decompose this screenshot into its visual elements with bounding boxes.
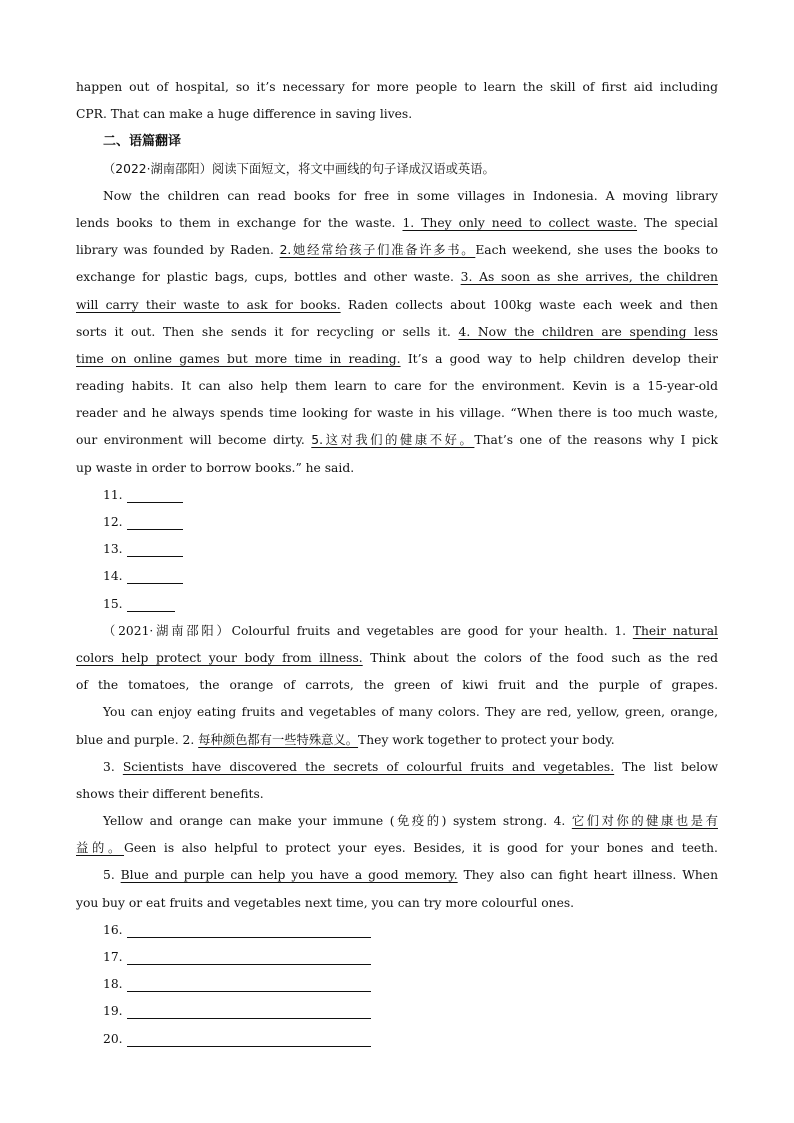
passage2-line-1 bbox=[76, 618, 718, 645]
answer-number: 18. bbox=[103, 977, 123, 992]
answer-row-16 bbox=[76, 917, 718, 944]
underlined-sentence-5: 5.这对我们的健康不好。 bbox=[311, 433, 475, 448]
underlined-sentence-2: 每种颜色都有一些特殊意义。 bbox=[198, 732, 359, 747]
passage2-line-10 bbox=[76, 862, 718, 889]
answer-row-14 bbox=[76, 563, 718, 590]
passage1-line-7 bbox=[76, 346, 718, 373]
passage1-line-8: reading habits. It can also help them learn to care for the environment. Kevin is a 15-year-old bbox=[76, 379, 718, 394]
passage1-line-10 bbox=[76, 427, 718, 454]
passage1-line-11: up waste in order to borrow books.” he said. bbox=[76, 460, 355, 475]
answer-number: 20. bbox=[103, 1031, 123, 1046]
underlined-sentence-3a: 3. As soon as she arrives, the children bbox=[460, 270, 718, 285]
text: Raden collects about 100kg waste each week and then bbox=[347, 297, 718, 312]
text: library was founded by Raden. bbox=[76, 243, 274, 258]
answer-number: 13. bbox=[103, 542, 123, 557]
answer-blank[interactable] bbox=[127, 950, 371, 965]
passage0-line-1: happen out of hospital, so it’s necessary for more people to learn the skill of first aid including bbox=[76, 80, 718, 94]
text: They work together to protect your body. bbox=[358, 732, 615, 747]
answer-blank[interactable] bbox=[127, 1032, 371, 1047]
answer-blank[interactable] bbox=[127, 515, 183, 530]
underlined-sentence-4a: 它们对你的健康也是有 bbox=[571, 814, 718, 829]
worksheet-page bbox=[76, 74, 718, 1053]
passage2-line-8 bbox=[76, 808, 718, 835]
answer-number: 12. bbox=[103, 515, 123, 529]
answer-blank[interactable] bbox=[127, 923, 371, 938]
text: lends books to them in exchange for the waste. bbox=[76, 215, 396, 230]
passage1-line-6 bbox=[76, 319, 718, 346]
answer-row-20 bbox=[76, 1026, 718, 1053]
answer-blank[interactable] bbox=[127, 977, 371, 992]
text: Geen is also helpful to protect your eyes. Besides, it is good for your bones and teeth. bbox=[124, 841, 718, 856]
answer-number: 15. bbox=[103, 596, 123, 611]
text: Each weekend, she uses the books to bbox=[475, 243, 718, 258]
text: sorts it out. Then she sends it for recycling or sells it. bbox=[76, 324, 451, 339]
underlined-sentence-5: Blue and purple can help you have a good memory. bbox=[120, 868, 458, 883]
answer-row-15 bbox=[76, 591, 718, 618]
passage1-line-2 bbox=[76, 210, 718, 237]
answer-blank[interactable] bbox=[127, 569, 183, 584]
text: Yellow and orange can make your immune (免疫的) system strong. 4. bbox=[103, 814, 566, 829]
passage1-line-1: Now the children can read books for free in some villages in Indonesia. A moving library bbox=[103, 188, 718, 203]
underlined-sentence-4a: 4. Now the children are spending less bbox=[458, 324, 718, 339]
answer-number: 14. bbox=[103, 569, 123, 584]
passage2-line-9 bbox=[76, 835, 718, 862]
text: 3. bbox=[103, 759, 115, 774]
underlined-sentence-2: 2.她经常给孩子们准备许多书。 bbox=[279, 243, 476, 258]
text: The special bbox=[644, 215, 718, 230]
text: exchange for plastic bags, cups, bottles and other waste. bbox=[76, 270, 454, 285]
answer-row-13 bbox=[76, 536, 718, 563]
answer-number: 16. bbox=[103, 922, 123, 937]
answer-number: 17. bbox=[103, 950, 123, 964]
underlined-sentence-4b: 益的。 bbox=[76, 841, 125, 856]
underlined-sentence-4b: time on online games but more time in reading. bbox=[76, 351, 401, 366]
text: It’s a good way to help children develop their bbox=[407, 351, 718, 366]
passage1-line-9: reader and he always spends time looking for waste in his village. “When there is too much waste, bbox=[76, 406, 718, 421]
answer-row-11 bbox=[76, 482, 718, 509]
answer-blank[interactable] bbox=[127, 1004, 371, 1019]
passage1-line-5 bbox=[76, 292, 718, 319]
passage2-line-5 bbox=[76, 727, 718, 754]
passage1-line-4 bbox=[76, 264, 718, 291]
text: blue and purple. 2. bbox=[76, 732, 195, 747]
text: They also can fight heart illness. When bbox=[463, 868, 718, 883]
underlined-sentence-1: 1. They only need to collect waste. bbox=[402, 215, 638, 230]
text: The list below bbox=[622, 759, 718, 774]
passage1-line-3 bbox=[76, 237, 718, 264]
answer-blank[interactable] bbox=[127, 597, 175, 612]
answer-row-12 bbox=[76, 509, 718, 536]
answer-row-19 bbox=[76, 998, 718, 1025]
answer-blank[interactable] bbox=[127, 542, 183, 557]
text: （2021·湖南邵阳）Colourful fruits and vegetables are good for your health. 1. bbox=[103, 623, 627, 638]
text: our environment will become dirty. bbox=[76, 433, 305, 448]
passage2-line-3: of the tomatoes, the orange of carrots, the green of kiwi fruit and the purple of grapes. bbox=[76, 678, 718, 693]
passage2-line-11: you buy or eat fruits and vegetables next time, you can try more colourful ones. bbox=[76, 895, 575, 910]
underlined-sentence-3: Scientists have discovered the secrets of colourful fruits and vegetables. bbox=[122, 759, 615, 774]
passage0-line-2: CPR. That can make a huge difference in saving lives. bbox=[76, 107, 413, 122]
answer-row-17 bbox=[76, 944, 718, 971]
section-heading: 二、语篇翻译 bbox=[103, 134, 182, 150]
text: Think about the colors of the food such as the red bbox=[370, 650, 718, 665]
answer-blank[interactable] bbox=[127, 488, 183, 503]
text: 5. bbox=[103, 868, 115, 883]
passage2-line-4: You can enjoy eating fruits and vegetables of many colors. They are red, yellow, green, orange, bbox=[103, 705, 718, 720]
passage2-line-2 bbox=[76, 645, 718, 672]
underlined-sentence-3b: will carry their waste to ask for books. bbox=[76, 297, 341, 312]
answer-row-18 bbox=[76, 971, 718, 998]
underlined-sentence-1b: colors help protect your body from illness. bbox=[76, 650, 363, 665]
passage2-line-7: shows their different benefits. bbox=[76, 786, 264, 801]
underlined-sentence-1a: Their natural bbox=[632, 623, 718, 638]
passage1-instruction: （2022·湖南邵阳）阅读下面短文，将文中画线的句子译成汉语或英语。 bbox=[103, 161, 495, 176]
answer-number: 19. bbox=[103, 1004, 123, 1019]
passage2-line-6 bbox=[76, 754, 718, 781]
text: That’s one of the reasons why I pick bbox=[474, 433, 718, 448]
answer-number: 11. bbox=[103, 487, 123, 502]
